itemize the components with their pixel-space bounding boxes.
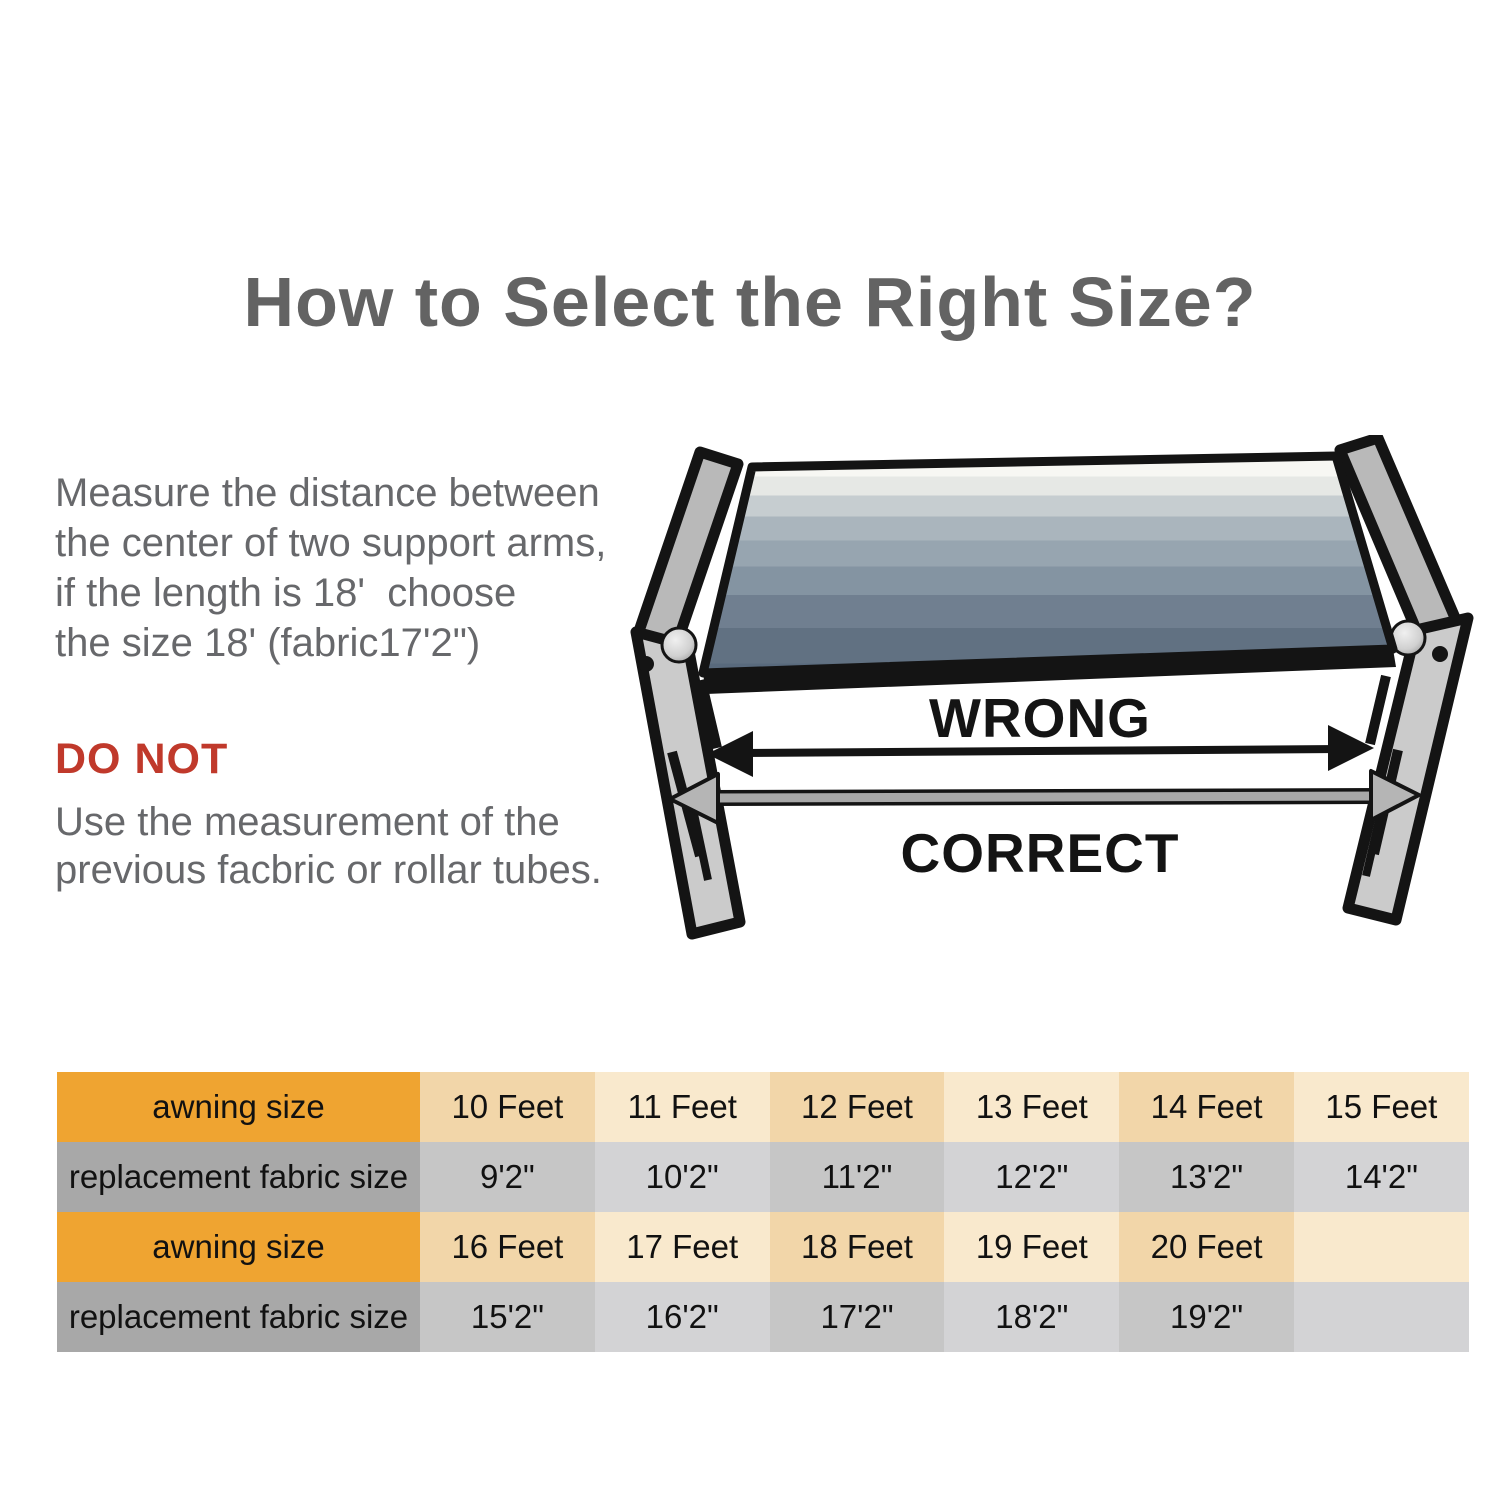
wrong-label: WRONG xyxy=(929,687,1151,749)
instruction-line: Measure the distance between xyxy=(55,471,600,515)
measure-instructions xyxy=(55,468,606,668)
table-cell: 12'2" xyxy=(944,1142,1119,1212)
table-cell: 18'2" xyxy=(944,1282,1119,1352)
table-cell: 16 Feet xyxy=(420,1212,595,1282)
table-row-label: replacement fabric size xyxy=(57,1142,420,1212)
table-row-label: awning size xyxy=(57,1072,420,1142)
warning-line: Use the measurement of the xyxy=(55,800,560,844)
table-cell: 10 Feet xyxy=(420,1072,595,1142)
table-cell: 14'2" xyxy=(1294,1142,1469,1212)
table-cell: 17 Feet xyxy=(595,1212,770,1282)
table-cell xyxy=(1294,1212,1469,1282)
table-cell: 15 Feet xyxy=(1294,1072,1469,1142)
table-cell: 13'2" xyxy=(1119,1142,1294,1212)
warning-line: previous facbric or rollar tubes. xyxy=(55,848,602,892)
table-cell: 17'2" xyxy=(770,1282,945,1352)
instruction-line: if the length is 18' choose xyxy=(55,571,517,615)
size-table xyxy=(57,1072,1469,1352)
table-cell xyxy=(1294,1282,1469,1352)
awning-fabric-icon xyxy=(703,456,1396,694)
table-cell: 16'2" xyxy=(595,1282,770,1352)
table-cell: 19 Feet xyxy=(944,1212,1119,1282)
table-cell: 14 Feet xyxy=(1119,1072,1294,1142)
table-cell: 18 Feet xyxy=(770,1212,945,1282)
page-title: How to Select the Right Size? xyxy=(243,263,1257,341)
table-cell: 10'2" xyxy=(595,1142,770,1212)
table-row-label: replacement fabric size xyxy=(57,1282,420,1352)
awning-diagram xyxy=(618,435,1500,965)
correct-label: CORRECT xyxy=(900,822,1180,884)
right-support-arm-icon xyxy=(1340,438,1468,920)
table-cell: 20 Feet xyxy=(1119,1212,1294,1282)
instruction-line: the center of two support arms, xyxy=(55,521,607,565)
correct-arrow-icon xyxy=(670,771,1419,823)
table-cell: 19'2" xyxy=(1119,1282,1294,1352)
instruction-line: the size 18' (fabric17'2") xyxy=(55,621,481,665)
table-row-label: awning size xyxy=(57,1212,420,1282)
table-cell: 13 Feet xyxy=(944,1072,1119,1142)
table-cell: 12 Feet xyxy=(770,1072,945,1142)
table-cell: 11 Feet xyxy=(595,1072,770,1142)
do-not-heading: DO NOT xyxy=(55,735,229,783)
table-cell: 15'2" xyxy=(420,1282,595,1352)
do-not-text xyxy=(55,798,602,894)
table-cell: 11'2" xyxy=(770,1142,945,1212)
table-cell: 9'2" xyxy=(420,1142,595,1212)
